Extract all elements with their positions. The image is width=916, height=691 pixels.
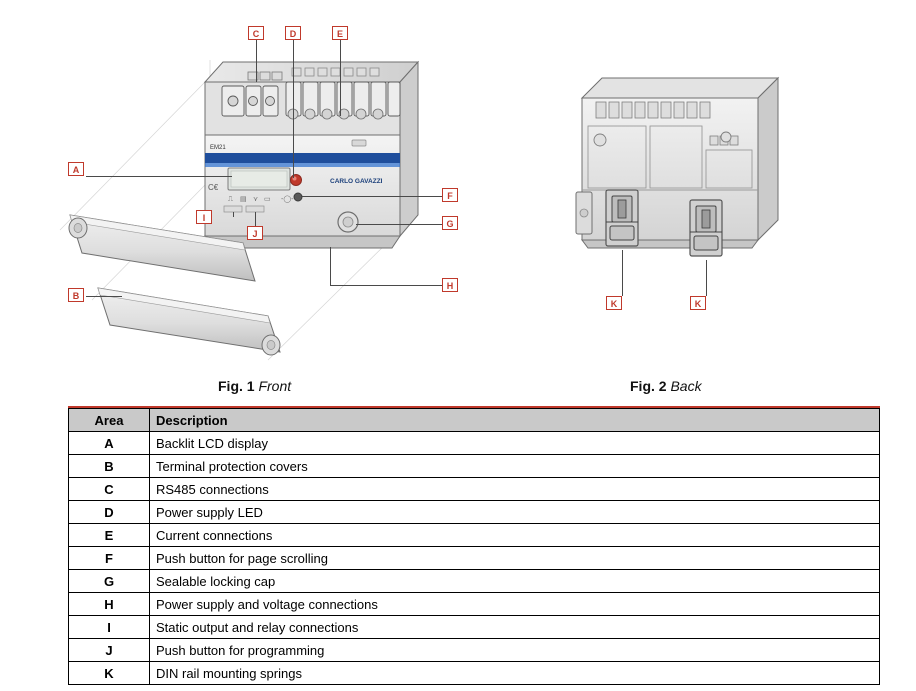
- row-description: Static output and relay connections: [150, 616, 880, 639]
- fig2-back-drawing: [540, 40, 880, 340]
- header-description: Description: [150, 409, 880, 432]
- header-area: Area: [69, 409, 150, 432]
- callout-f: F: [442, 188, 458, 202]
- table-row: [69, 524, 880, 547]
- row-area: C: [69, 478, 150, 501]
- row-area: B: [69, 455, 150, 478]
- row-description: Power supply LED: [150, 501, 880, 524]
- callout-k-right: K: [690, 296, 706, 310]
- legend-table-head: [69, 409, 880, 432]
- fig1-front-drawing: [0, 0, 560, 400]
- svg-text:⎍: ⎍: [228, 196, 233, 203]
- fig2-caption-label: Fig. 2: [630, 378, 667, 394]
- legend-table-body: [69, 432, 880, 685]
- row-description: Push button for programming: [150, 639, 880, 662]
- row-description: Backlit LCD display: [150, 432, 880, 455]
- leader-k2: [706, 260, 707, 296]
- row-area: D: [69, 501, 150, 524]
- callout-k-left: K: [606, 296, 622, 310]
- row-description: DIN rail mounting springs: [150, 662, 880, 685]
- leader-h: [330, 285, 442, 286]
- legend-table: [68, 408, 880, 685]
- svg-text:⋎: ⋎: [253, 196, 259, 203]
- leader-k1: [622, 250, 623, 288]
- svg-text:▭: ▭: [264, 196, 271, 203]
- svg-text:-◯-: -◯-: [281, 196, 294, 203]
- fig1-caption-text: Front: [258, 378, 292, 394]
- row-area: K: [69, 662, 150, 685]
- svg-text:CARLO GAVAZZI: CARLO GAVAZZI: [330, 178, 383, 185]
- table-row: [69, 593, 880, 616]
- svg-text:▤: ▤: [240, 196, 247, 203]
- leader-k1b: [622, 288, 623, 296]
- callout-h: H: [442, 278, 458, 292]
- fig2-caption: [630, 378, 702, 394]
- callout-e: E: [332, 26, 348, 40]
- row-area: I: [69, 616, 150, 639]
- fig1-caption: [218, 378, 291, 394]
- row-area: G: [69, 570, 150, 593]
- leader-i: [233, 212, 234, 217]
- table-row: [69, 501, 880, 524]
- callout-a: A: [68, 162, 84, 176]
- leader-h2: [330, 247, 331, 286]
- leader-e: [340, 40, 341, 116]
- table-header-row: [69, 409, 880, 432]
- table-row: [69, 432, 880, 455]
- row-description: Terminal protection covers: [150, 455, 880, 478]
- leader-g: [356, 224, 442, 225]
- row-area: J: [69, 639, 150, 662]
- table-row: [69, 570, 880, 593]
- table-row: [69, 639, 880, 662]
- table-row: [69, 547, 880, 570]
- fig1-caption-label: Fig. 1: [218, 378, 255, 394]
- row-description: RS485 connections: [150, 478, 880, 501]
- svg-text:EM21: EM21: [210, 145, 226, 151]
- leader-a: [86, 176, 232, 177]
- row-area: E: [69, 524, 150, 547]
- row-description: Push button for page scrolling: [150, 547, 880, 570]
- row-area: F: [69, 547, 150, 570]
- row-area: A: [69, 432, 150, 455]
- callout-g: G: [442, 216, 458, 230]
- leader-b: [86, 296, 122, 297]
- fig2-caption-text: Back: [670, 378, 702, 394]
- leader-c: [256, 40, 257, 82]
- table-row: [69, 478, 880, 501]
- callout-i: I: [196, 210, 212, 224]
- row-description: Sealable locking cap: [150, 570, 880, 593]
- callout-b: B: [68, 288, 84, 302]
- row-description: Power supply and voltage connections: [150, 593, 880, 616]
- callout-j: J: [247, 226, 263, 240]
- row-description: Current connections: [150, 524, 880, 547]
- table-row: [69, 455, 880, 478]
- leader-d: [293, 40, 294, 178]
- table-row: [69, 616, 880, 639]
- callout-d: D: [285, 26, 301, 40]
- row-area: H: [69, 593, 150, 616]
- legend-table-wrapper: [68, 408, 880, 685]
- leader-f: [302, 196, 442, 197]
- svg-text:C€: C€: [208, 183, 219, 192]
- callout-c: C: [248, 26, 264, 40]
- table-row: [69, 662, 880, 685]
